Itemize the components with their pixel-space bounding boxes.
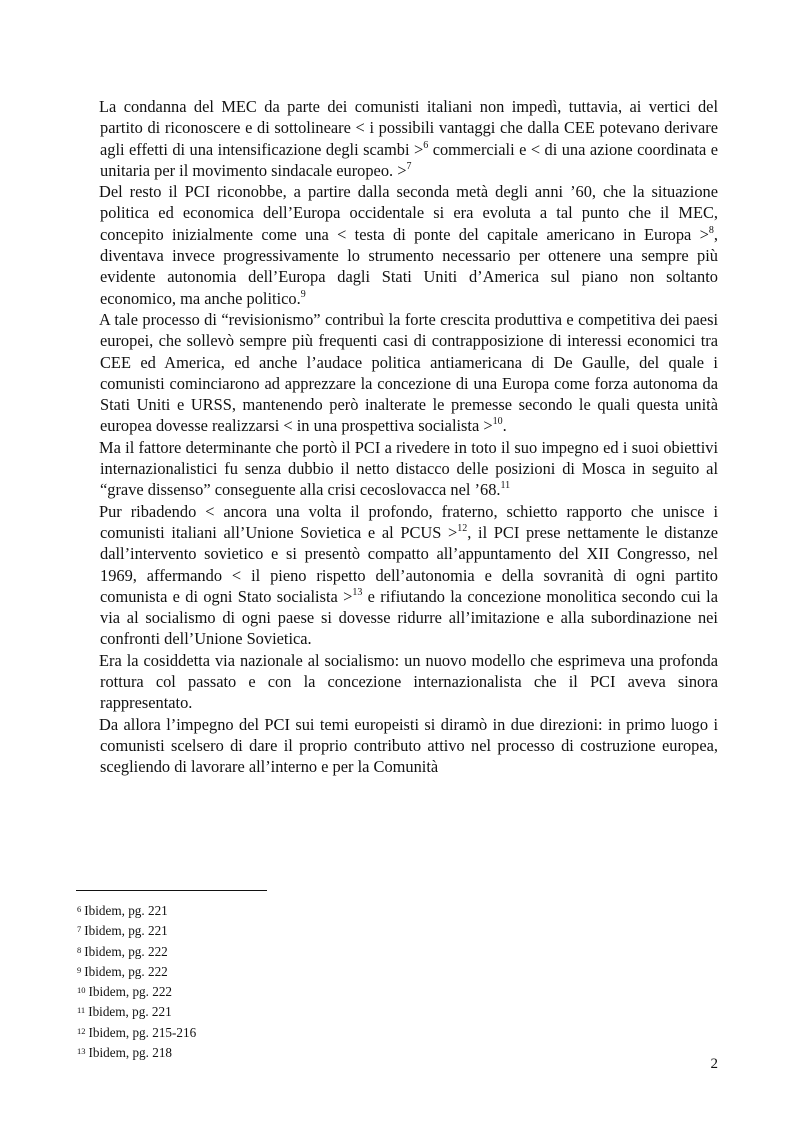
footnote-number: 11 [77, 1005, 86, 1016]
footnote-text: Ibidem, pg. 218 [88, 1045, 173, 1061]
body-text [100, 96, 718, 778]
paragraph-text: Del resto il PCI riconobbe, a partire dalla seconda metà degli anni ’60, che la situazione politica ed economica dell’Europa occidentale si era evoluta a tal punto che il MEC, concepito inizialmente come una < testa di ponte del capitale americano in Europa > [99, 182, 718, 244]
footnote-number: 13 [77, 1046, 86, 1057]
footnote [77, 900, 577, 920]
footnote-separator [76, 890, 267, 891]
paragraph-text: Pur ribadendo < ancora una volta il profondo, fraterno, schietto rapporto che unisce i comunisti italiani all’Unione Sovietica e al PCUS > [99, 501, 718, 542]
footnote-reference[interactable]: 13 [352, 586, 363, 598]
footnote-text: Ibidem, pg. 215-216 [88, 1024, 197, 1040]
footnote [77, 981, 577, 1001]
paragraph-text: A tale processo di “revisionismo” contribuì la forte crescita produttiva e competitiva dei paesi europei, che sollevò sempre più frequenti casi di contrapposizione di interessi economici tra CEE ed America, ed anche l’audace politica antiamericana di De Gaulle, del quale i comunisti cominciarono ad apprezzare la concezione di una Europa come forza autonoma da Stati Uniti e URSS, mantenendo però inalterate le premesse secondo le quali questa unità europea dovesse realizzarsi < in una prospettiva socialista > [99, 309, 718, 436]
footnote-text: Ibidem, pg. 222 [88, 984, 173, 1000]
footnote-number: 7 [77, 924, 82, 935]
footnote [77, 961, 577, 981]
paragraph-pci-recognition [100, 181, 718, 309]
paragraph-national-road [100, 650, 718, 714]
footnote-text: Ibidem, pg. 221 [88, 1004, 172, 1020]
paragraph-revisionism [100, 309, 718, 437]
footnote [77, 1042, 577, 1062]
paragraph-text: Era la cosiddetta via nazionale al socialismo: un nuovo modello che esprimeva una profonda rottura col passato e con la concezione internazionalista che il PCI aveva sinora rappresentato. [99, 650, 718, 713]
paragraph-text: . [502, 416, 507, 436]
paragraph-text: Ma il fattore determinante che portò il PCI a rivedere in toto il suo impegno ed i suoi obiettivi internazionalistici fu senza dubbio il netto distacco delle posizioni di Mosca in seguito al “grave dissenso” conseguente alla crisi cecoslovacca nel ’68. [99, 437, 718, 500]
paragraph-text: , il PCI prese nettamente le distanze dall’intervento sovietico e si presentò compatto all’appuntamento del XII Congresso, nel 1969, affermando < il pieno rispetto dell’autonomia e della sovranità di ogni partito comunista e di ogni Stato socialista > [100, 522, 718, 606]
paragraph-text: commerciali e < di una azione coordinata e unitaria per il movimento sindacale europeo. > [100, 139, 718, 180]
footnote-text: Ibidem, pg. 222 [84, 943, 168, 959]
footnote-reference[interactable]: 12 [457, 522, 468, 534]
paragraph-xii-congress [100, 501, 718, 650]
footnote-number: 6 [77, 904, 82, 914]
paragraph-text: Da allora l’impegno del PCI sui temi europeisti si diramò in due direzioni: in primo luogo i comunisti scelsero di dare il proprio contributo attivo nel processo di costruzione europea, scegliendo di lavorare all’interno e per la Comunità [99, 714, 718, 777]
paragraph-two-directions [100, 714, 718, 778]
paragraph-text: La condanna del MEC da parte dei comunisti italiani non impedì, tuttavia, ai vertici del partito di riconoscere e di sottolineare < i possibili vantaggi che dalla CEE potevano derivare agli effetti di una intensificazione degli scambi > [99, 97, 718, 159]
paragraph-text: e rifiutando la concezione monolitica secondo cui la via al socialismo di ogni paese si dovesse ridurre all’imitazione e alla subordinazione nei confronti dell’Unione Sovietica. [100, 586, 718, 649]
footnote-text: Ibidem, pg. 222 [84, 963, 168, 979]
footnote [77, 920, 577, 940]
footnote-number: 12 [77, 1025, 86, 1036]
footnote-number: 8 [77, 944, 82, 955]
footnote-reference[interactable]: 7 [406, 160, 412, 172]
paragraph-mec-condemnation [100, 96, 718, 181]
footnote-number: 10 [77, 985, 86, 996]
footnote-reference[interactable]: 9 [300, 288, 306, 300]
footnote [77, 1001, 577, 1021]
paragraph-text: , diventava invece progressivamente lo strumento necessario per ottenere una sempre più evidente autonomia dell’Europa dagli Stati Uniti d’America sul piano non soltanto economico, ma anche politico. [100, 224, 718, 308]
footnote-reference[interactable]: 6 [423, 139, 429, 151]
footnote-reference[interactable]: 11 [500, 480, 511, 492]
footnote [77, 941, 577, 961]
footnote [77, 1022, 577, 1042]
page-number: 2 [710, 1056, 718, 1072]
footnote-text: Ibidem, pg. 221 [84, 923, 168, 939]
paragraph-determining-factor [100, 437, 718, 501]
footnote-text: Ibidem, pg. 221 [84, 903, 168, 918]
footnote-reference[interactable]: 8 [708, 224, 714, 236]
footnote-reference[interactable]: 10 [492, 416, 503, 428]
footnote-number: 9 [77, 964, 82, 975]
footnotes [77, 900, 577, 1062]
